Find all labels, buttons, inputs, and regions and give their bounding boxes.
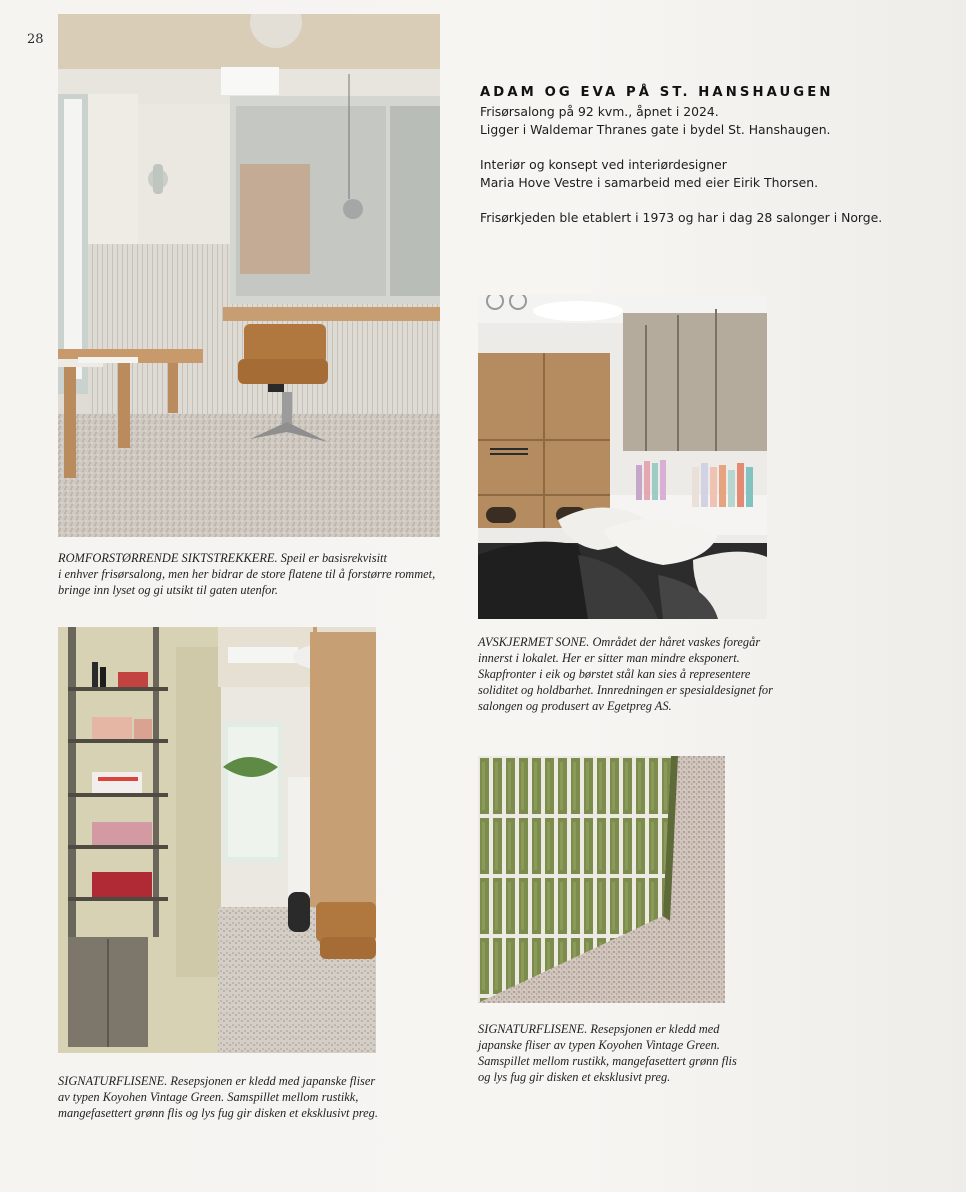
- photo-salon-mirror: [58, 14, 440, 537]
- intro-line: Interiør og konsept ved interiørdesigner: [480, 157, 727, 172]
- caption-wash-line: salongen og produsert av Egetpreg AS.: [478, 699, 672, 713]
- caption-shelf-line: av typen Koyohen Vintage Green. Samspillet mellom rustikk,: [58, 1090, 359, 1104]
- intro-line: Frisørkjeden ble etablert i 1973 og har i dag 28 salonger i Norge.: [480, 210, 883, 225]
- caption-wash: [478, 634, 778, 714]
- intro-line: Frisørsalong på 92 kvm., åpnet i 2024.: [480, 104, 719, 119]
- page-number: 28: [27, 32, 44, 47]
- photo-wash-area: [478, 295, 767, 619]
- caption-mirror-line: bringe inn lyset og gi utsikt til gaten utenfor.: [58, 583, 278, 597]
- caption-shelf: [58, 1073, 438, 1121]
- caption-mirror-line: i enhver frisørsalong, men her bidrar de store flatene til å forstørre rommet,: [58, 567, 436, 581]
- caption-mirror-line: ROMFORSTØRRENDE SIKTSTREKKERE. Speil er basisrekvisitt: [58, 551, 387, 565]
- caption-wash-line: innerst i lokalet. Her er sitter man mindre eksponert.: [478, 651, 740, 665]
- caption-tiles-line: Samspillet mellom rustikk, mangefasettert grønn flis: [478, 1054, 737, 1068]
- article-title: ADAM OG EVA PÅ ST. HANSHAUGEN: [480, 85, 834, 100]
- intro-line: Maria Hove Vestre i samarbeid med eier Eirik Thorsen.: [480, 175, 819, 190]
- caption-tiles: [478, 1021, 778, 1085]
- intro-line: Ligger i Waldemar Thranes gate i bydel St. Hanshaugen.: [480, 122, 831, 137]
- caption-tiles-line: og lys fug gir disken et eksklusivt preg.: [478, 1070, 671, 1084]
- caption-shelf-line: mangefasettert grønn flis og lys fug gir disken et eksklusivt preg.: [58, 1106, 378, 1120]
- caption-tiles-line: japanske fliser av typen Koyohen Vintage Green.: [478, 1038, 720, 1052]
- caption-wash-line: AVSKJERMET SONE. Området der håret vaskes foregår: [478, 635, 761, 649]
- caption-mirror: [58, 550, 440, 598]
- article-intro: [480, 85, 920, 227]
- caption-wash-line: soliditet og holdbarhet. Innredningen er spesialdesignet for: [478, 683, 773, 697]
- photo-green-tiles: [478, 756, 725, 1003]
- caption-tiles-line: SIGNATURFLISENE. Resepsjonen er kledd med: [478, 1022, 720, 1036]
- photo-product-shelf: [58, 627, 376, 1053]
- caption-shelf-line: SIGNATURFLISENE. Resepsjonen er kledd med japanske fliser: [58, 1074, 376, 1088]
- caption-wash-line: Skapfronter i eik og børstet stål kan sies å representere: [478, 667, 751, 681]
